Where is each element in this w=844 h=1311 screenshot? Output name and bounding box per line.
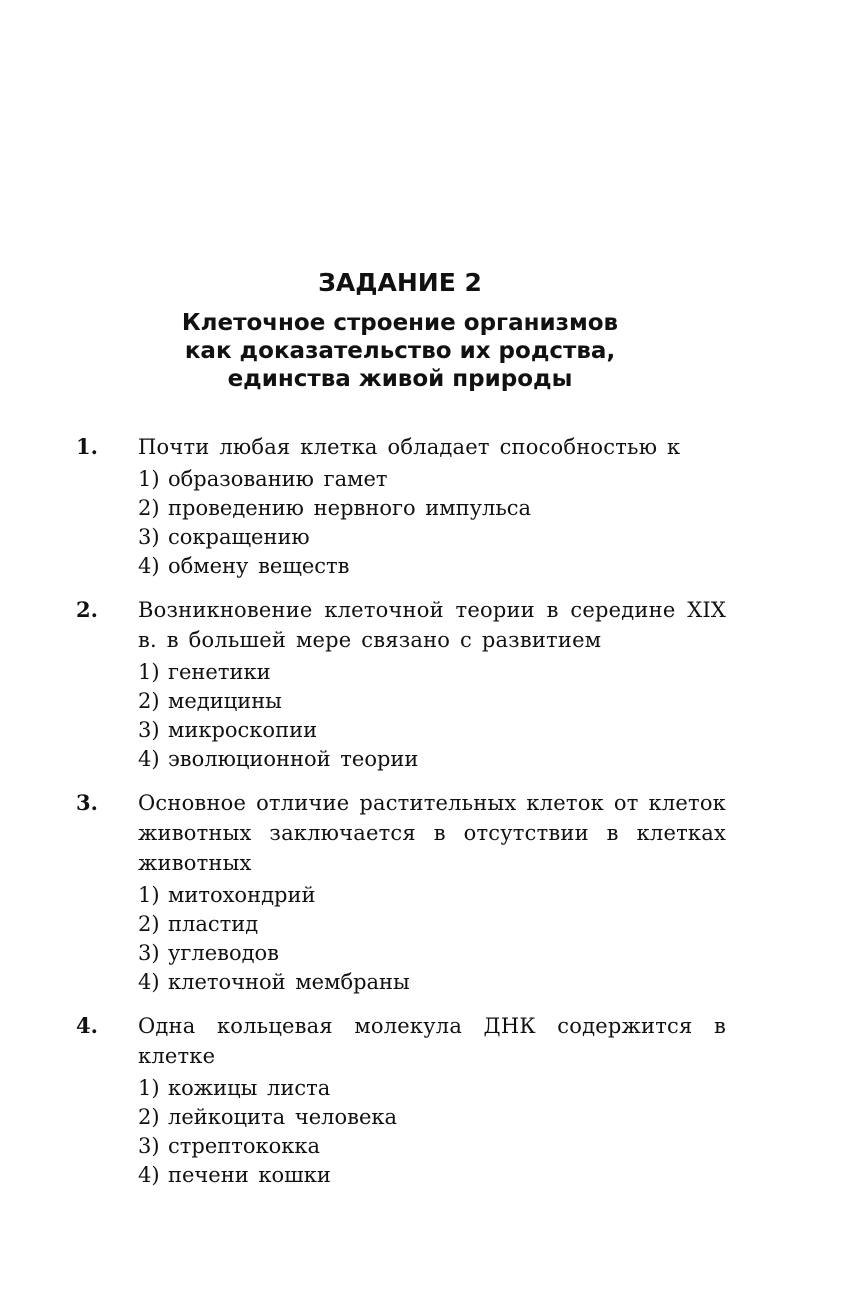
option-text: печени кошки	[168, 1163, 331, 1187]
answer-option	[138, 1132, 844, 1161]
answer-option	[138, 1103, 844, 1132]
option-number: 2)	[138, 496, 160, 520]
subtitle-line: Клеточное строение организмов	[181, 310, 619, 336]
question-list	[0, 432, 844, 1204]
option-number: 4)	[138, 554, 160, 578]
option-number: 3)	[138, 525, 160, 549]
option-number: 4)	[138, 970, 160, 994]
option-text: эволюционной теории	[168, 747, 419, 771]
answer-option	[138, 716, 844, 745]
option-text: медицины	[168, 689, 282, 713]
subtitle-line: единства живой природы	[227, 366, 573, 392]
option-number: 1)	[138, 1076, 160, 1100]
answer-option	[138, 687, 844, 716]
option-number: 2)	[138, 1105, 160, 1129]
question-2	[0, 595, 844, 774]
answer-option	[138, 658, 844, 687]
option-text: проведению нервного импульса	[168, 496, 532, 520]
question-text: Почти любая клетка обладает способностью к	[138, 435, 681, 459]
answer-options	[138, 881, 844, 997]
option-number: 4)	[138, 1163, 160, 1187]
question-text: Одна кольцевая молекула ДНК содержится в клетке	[138, 1014, 726, 1068]
option-text: обмену веществ	[168, 554, 350, 578]
option-number: 1)	[138, 467, 160, 491]
answer-option	[138, 939, 844, 968]
question-4	[0, 1011, 844, 1190]
option-text: генетики	[168, 660, 271, 684]
task-subtitle	[0, 309, 800, 393]
question-text: Возникновение клеточной теории в середине XIX в. в большей мере связано с развитием	[138, 598, 726, 652]
option-text: клеточной мембраны	[168, 970, 410, 994]
question-3	[0, 788, 844, 997]
option-number: 3)	[138, 718, 160, 742]
option-number: 3)	[138, 1134, 160, 1158]
option-text: кожицы листа	[168, 1076, 331, 1100]
answer-option	[138, 1161, 844, 1190]
subtitle-line: как доказательство их родства,	[184, 338, 616, 364]
option-text: микроскопии	[168, 718, 318, 742]
question-text: Основное отличие растительных клеток от клеток животных заключается в отсутствии в клетках животных	[138, 791, 726, 875]
option-text: образованию гамет	[168, 467, 388, 491]
question-number: 2.	[76, 597, 98, 622]
question-number: 3.	[76, 790, 98, 815]
answer-option	[138, 881, 844, 910]
answer-options	[138, 1074, 844, 1190]
option-text: пластид	[168, 912, 259, 936]
answer-option	[138, 745, 844, 774]
question-number: 4.	[76, 1013, 98, 1038]
question-1	[0, 432, 844, 581]
option-text: лейкоцита человека	[168, 1105, 398, 1129]
option-text: митохондрий	[168, 883, 316, 907]
answer-option	[138, 465, 844, 494]
answer-option	[138, 552, 844, 581]
option-text: сокращению	[168, 525, 310, 549]
option-number: 4)	[138, 747, 160, 771]
answer-options	[138, 658, 844, 774]
answer-option	[138, 1074, 844, 1103]
option-text: углеводов	[168, 941, 279, 965]
option-number: 2)	[138, 912, 160, 936]
option-number: 1)	[138, 883, 160, 907]
answer-option	[138, 910, 844, 939]
answer-options	[138, 465, 844, 581]
question-number: 1.	[76, 434, 98, 459]
option-number: 2)	[138, 689, 160, 713]
answer-option	[138, 523, 844, 552]
option-number: 1)	[138, 660, 160, 684]
option-text: стрептококка	[168, 1134, 321, 1158]
option-number: 3)	[138, 941, 160, 965]
answer-option	[138, 968, 844, 997]
task-title: ЗАДАНИЕ 2	[318, 268, 482, 297]
answer-option	[138, 494, 844, 523]
